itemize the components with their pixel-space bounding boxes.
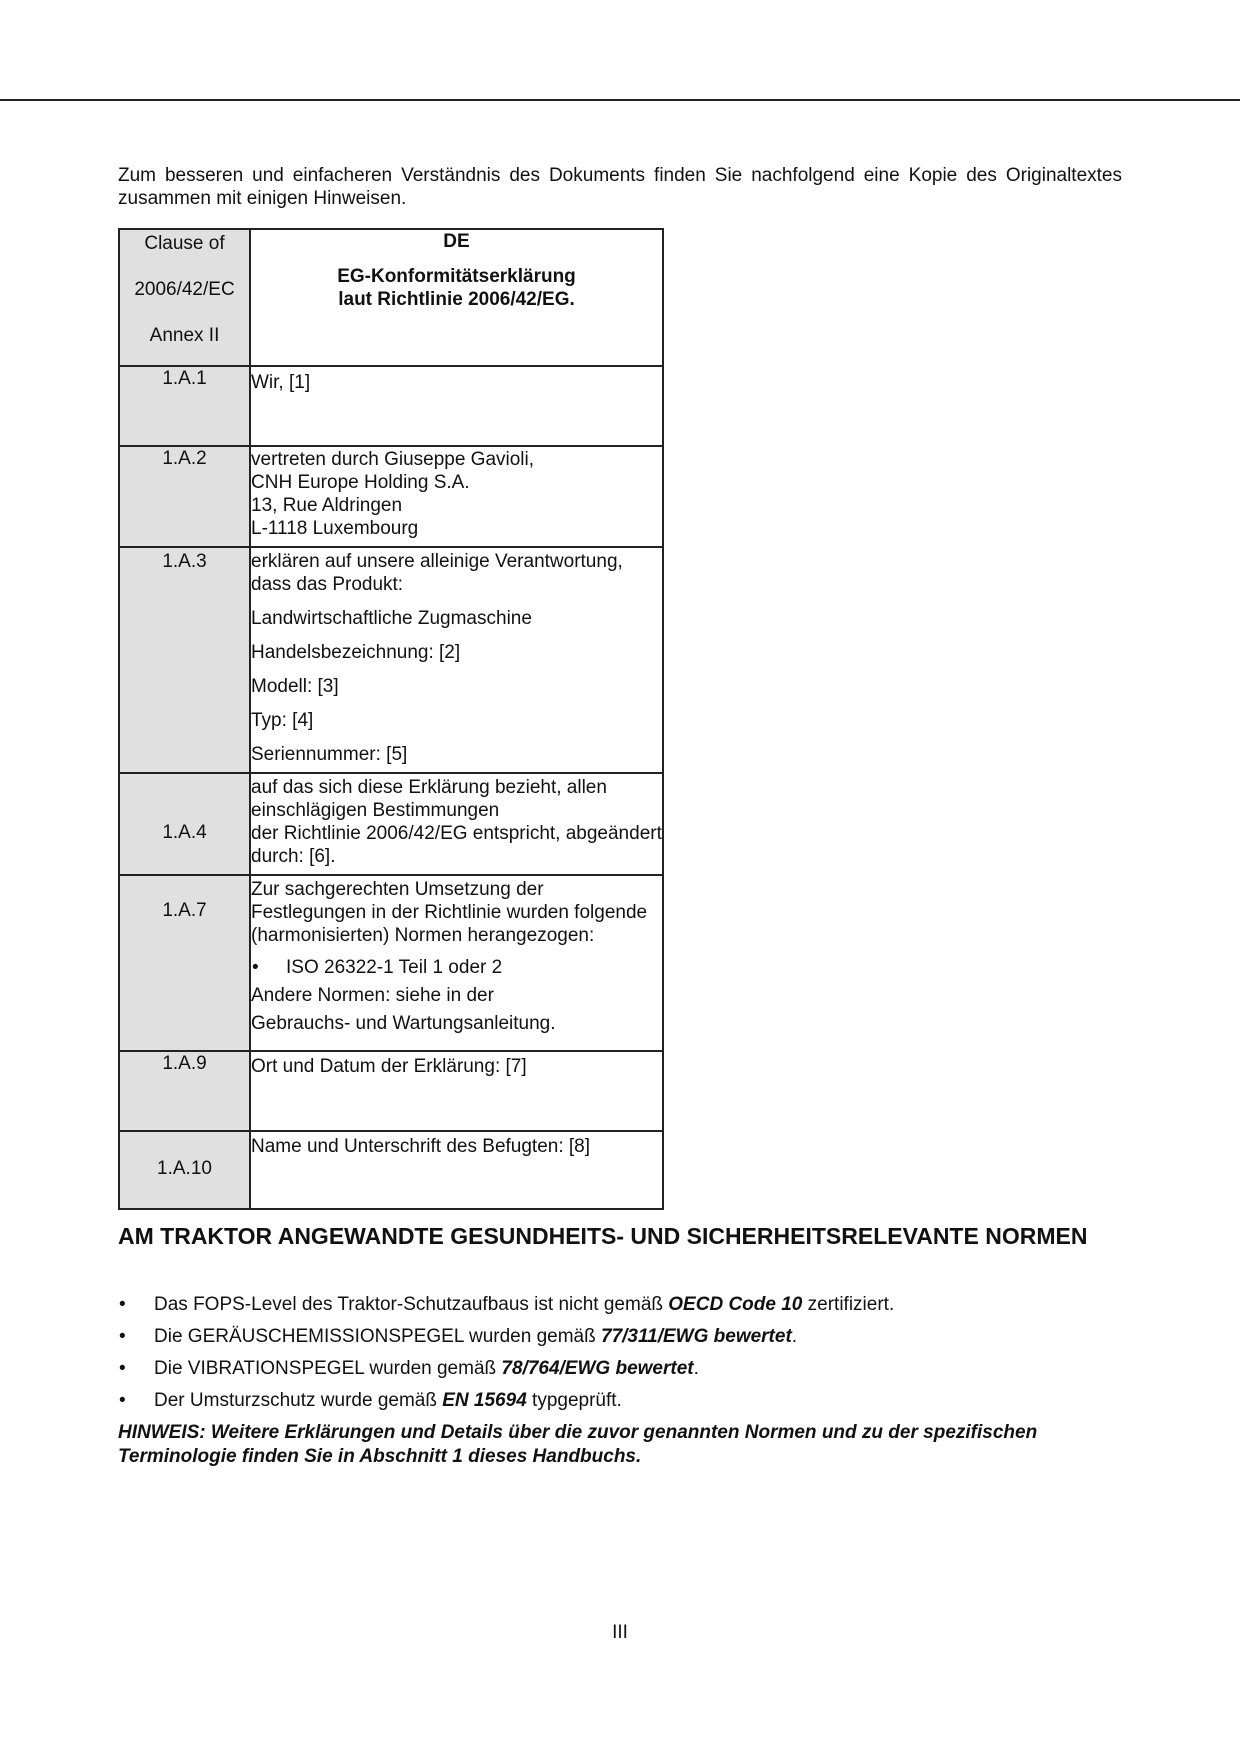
content-paragraph: Typ: [4] bbox=[251, 710, 314, 731]
table-row bbox=[119, 1051, 663, 1131]
norms-list bbox=[118, 1293, 1118, 1421]
bullet: • bbox=[119, 1358, 126, 1379]
clause-cell: 1.A.7 bbox=[119, 875, 250, 1051]
content-line: Gebrauchs- und Wartungsanleitung. bbox=[251, 1013, 556, 1034]
norm-list-text: ISO 26322-1 Teil 1 oder 2 bbox=[286, 957, 503, 978]
norm-text: Der Umsturzschutz wurde gemäß bbox=[154, 1390, 437, 1411]
declaration-title-line: EG-Konformitätserklärung bbox=[337, 266, 576, 287]
clause-cell: 1.A.10 bbox=[119, 1131, 250, 1209]
clause-cell: 1.A.3 bbox=[119, 547, 250, 773]
table-row bbox=[119, 773, 663, 875]
note-paragraph: HINWEIS: Weitere Erklärungen und Details über die zuvor genannten Normen und zu der spezifischen Terminologie finden Sie in Abschnitt 1 dieses Handbuchs. bbox=[118, 1422, 1038, 1467]
clause-cell: 1.A.9 bbox=[119, 1051, 250, 1131]
bullet: • bbox=[119, 1390, 126, 1411]
content-line: Ort und Datum der Erklärung: [7] bbox=[251, 1056, 527, 1077]
list-item bbox=[118, 1293, 1118, 1316]
content-cell bbox=[250, 875, 663, 1051]
content-line: CNH Europe Holding S.A. bbox=[251, 472, 470, 493]
content-paragraph: erklären auf unsere alleinige Verantwortung, dass das Produkt: bbox=[251, 551, 623, 595]
clause-header-cell bbox=[119, 229, 250, 366]
content-line: Name und Unterschrift des Befugten: [8] bbox=[251, 1136, 591, 1157]
list-item bbox=[118, 1325, 1118, 1348]
content-paragraph: Seriennummer: [5] bbox=[251, 744, 408, 765]
norm-text: . bbox=[791, 1326, 798, 1347]
content-line: L-1118 Luxembourg bbox=[251, 518, 419, 539]
bullet: • bbox=[119, 1294, 126, 1315]
content-paragraph: Modell: [3] bbox=[251, 676, 339, 697]
intro-paragraph: Zum besseren und einfacheren Verständnis des Dokuments finden Sie nachfolgend eine Kopie des Originaltextes zusammen mit einigen Hinweisen. bbox=[118, 165, 1122, 209]
content-line: vertreten durch Giuseppe Gavioli, bbox=[251, 449, 535, 470]
content-paragraph: Handelsbezeichnung: [2] bbox=[251, 642, 461, 663]
content-line: Wir, [1] bbox=[251, 372, 311, 393]
clause-header-line: Clause of bbox=[144, 233, 225, 254]
language-code: DE bbox=[443, 231, 470, 252]
norm-reference: OECD Code 10 bbox=[668, 1294, 803, 1315]
content-paragraph: Landwirtschaftliche Zugmaschine bbox=[251, 608, 532, 629]
norm-text: typgeprüft. bbox=[532, 1390, 622, 1411]
table-row bbox=[119, 446, 663, 547]
content-cell bbox=[250, 446, 663, 547]
content-line: der Richtlinie 2006/42/EG entspricht, abgeändert durch: [6]. bbox=[251, 823, 662, 867]
content-cell bbox=[250, 366, 663, 446]
declaration-table bbox=[118, 228, 664, 1210]
clause-header-line: Annex II bbox=[149, 325, 220, 346]
norm-reference: 78/764/EWG bewertet bbox=[501, 1358, 694, 1379]
content-cell bbox=[250, 547, 663, 773]
bullet: • bbox=[119, 1326, 126, 1347]
title-header-cell bbox=[250, 229, 663, 366]
norm-text: Die VIBRATIONSPEGEL wurden gemäß bbox=[154, 1358, 497, 1379]
clause-cell: 1.A.4 bbox=[119, 773, 250, 875]
content-cell bbox=[250, 1051, 663, 1131]
norm-list-item bbox=[251, 956, 662, 979]
content-cell bbox=[250, 773, 663, 875]
table-row bbox=[119, 547, 663, 773]
norm-text: . bbox=[693, 1358, 699, 1379]
list-item bbox=[118, 1389, 1118, 1412]
declaration-title-line: laut Richtlinie 2006/42/EG. bbox=[338, 289, 575, 310]
table-header-row bbox=[119, 229, 663, 366]
table-row bbox=[119, 1131, 663, 1209]
norm-reference: 77/311/EWG bewertet bbox=[601, 1326, 792, 1347]
list-item bbox=[118, 1357, 1118, 1380]
content-line: auf das sich diese Erklärung bezieht, allen einschlägigen Bestimmungen bbox=[251, 777, 607, 821]
page-number: III bbox=[612, 1622, 628, 1643]
norm-text: Das FOPS-Level des Traktor-Schutzaufbaus ist nicht gemäß bbox=[154, 1294, 663, 1315]
content-paragraph: Zur sachgerechten Umsetzung der Festlegungen in der Richtlinie wurden folgende (harmonisierten) Normen herangezogen: bbox=[251, 879, 648, 946]
content-line: 13, Rue Aldringen bbox=[251, 495, 403, 516]
section-title: AM TRAKTOR ANGEWANDTE GESUNDHEITS- UND SICHERHEITSRELEVANTE NORMEN bbox=[118, 1223, 1088, 1249]
clause-cell: 1.A.1 bbox=[119, 366, 250, 446]
norm-reference: EN 15694 bbox=[442, 1390, 527, 1411]
table-row bbox=[119, 366, 663, 446]
norm-text: zertifiziert. bbox=[807, 1294, 895, 1315]
bullet: • bbox=[252, 957, 259, 978]
table-row bbox=[119, 875, 663, 1051]
norm-text: Die GERÄUSCHEMISSIONSPEGEL wurden gemäß bbox=[154, 1326, 596, 1347]
content-cell bbox=[250, 1131, 663, 1209]
content-line: Andere Normen: siehe in der bbox=[251, 985, 494, 1006]
top-rule bbox=[0, 99, 1240, 101]
clause-header-line: 2006/42/EC bbox=[134, 279, 235, 300]
clause-cell: 1.A.2 bbox=[119, 446, 250, 547]
